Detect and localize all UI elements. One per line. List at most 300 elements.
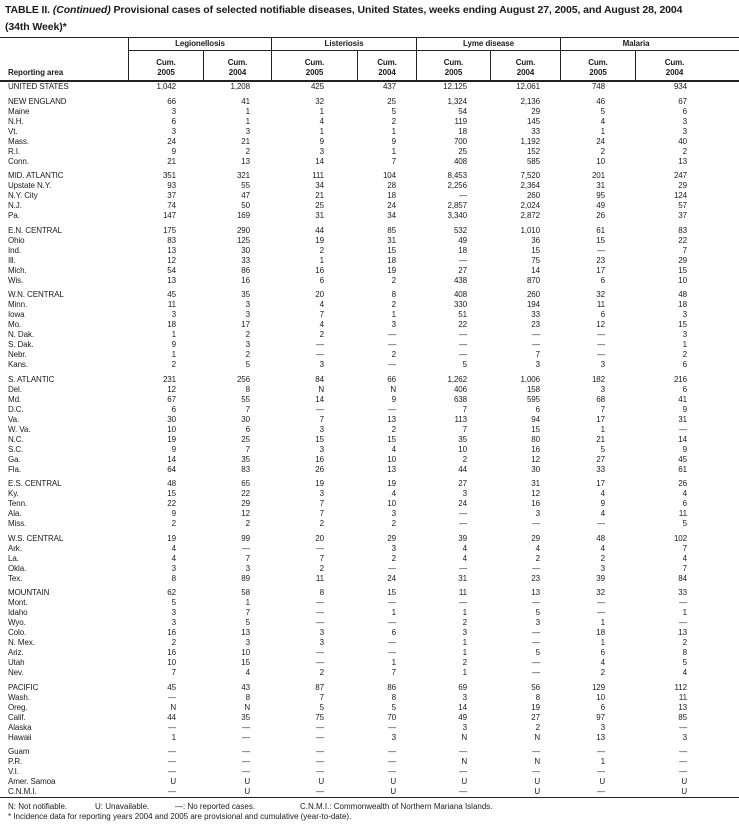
cell-value: U xyxy=(390,777,396,786)
table-row xyxy=(0,757,739,767)
cell-value: 1 xyxy=(600,757,605,766)
cell-value: 6 xyxy=(682,384,687,394)
cell-value: 2 xyxy=(600,146,605,156)
table-row xyxy=(0,598,739,608)
cell-value: 5 xyxy=(535,608,540,617)
table-row xyxy=(0,425,739,435)
cell-value: 2 xyxy=(600,553,605,563)
cell-value: 3 xyxy=(319,360,324,369)
cell-value: 2 xyxy=(319,563,324,573)
cell-value: 18 xyxy=(387,255,396,265)
cell-value: 2 xyxy=(600,668,605,677)
cell-value: 35 xyxy=(241,290,250,299)
cell-value: 4 xyxy=(600,489,605,498)
cell-value: 33 xyxy=(596,464,605,474)
cell-value: 102 xyxy=(673,533,687,543)
cell-value: 3 xyxy=(245,310,250,319)
cell-value: 12,125 xyxy=(443,82,467,91)
cell-value: 3 xyxy=(535,509,540,518)
cell-value: 13 xyxy=(387,464,396,474)
table-row xyxy=(0,171,739,181)
cell-value: 1 xyxy=(462,668,467,677)
cell-value: 7 xyxy=(391,156,396,166)
cell-value: 22 xyxy=(458,320,467,329)
cell-value: 3 xyxy=(245,126,250,136)
col-header-listeriosis-cum-2005: Cum. 2005 xyxy=(271,50,357,80)
cell-value: 33 xyxy=(531,126,540,136)
cell-value: — xyxy=(597,245,605,255)
cell-value: N xyxy=(244,702,250,712)
cell-value: 6 xyxy=(535,404,540,414)
cell-value: — xyxy=(168,747,176,756)
cell-value: 14 xyxy=(531,265,540,275)
table-row xyxy=(0,703,739,713)
cell-value: 437 xyxy=(382,82,396,91)
table-row xyxy=(0,350,739,360)
cell-value: 49 xyxy=(458,235,467,245)
cell-value: 2,872 xyxy=(520,211,540,220)
table-title xyxy=(5,4,734,17)
cell-value: 3 xyxy=(319,146,324,156)
cell-value: 147 xyxy=(162,211,176,220)
cell-value: 260 xyxy=(526,191,540,200)
table-row xyxy=(0,290,739,300)
cell-value: 7 xyxy=(319,553,324,563)
cell-value: 44 xyxy=(167,712,176,722)
row-label: Conn. xyxy=(8,156,29,166)
cell-value: 7 xyxy=(600,404,605,414)
cell-value: U xyxy=(681,787,687,796)
cell-value: 182 xyxy=(591,374,605,384)
row-label: Mich. xyxy=(8,265,27,275)
cell-value: 21 xyxy=(167,156,176,166)
cell-value: — xyxy=(388,598,396,607)
cell-value: 330 xyxy=(453,300,467,309)
cell-value: 4 xyxy=(462,553,467,563)
cell-value: 86 xyxy=(241,265,250,275)
row-label: Hawaii xyxy=(8,732,32,742)
table-row xyxy=(0,181,739,191)
cell-value: — xyxy=(532,330,540,339)
cell-value: — xyxy=(316,757,324,766)
cell-value: — xyxy=(679,424,687,434)
cell-value: 9 xyxy=(171,340,176,349)
cell-value: — xyxy=(316,340,324,349)
cell-value: 748 xyxy=(591,82,605,91)
cell-value: 48 xyxy=(678,290,687,299)
cell-value: 3 xyxy=(462,489,467,498)
cell-value: 34 xyxy=(387,211,396,220)
cell-value: 3 xyxy=(171,126,176,136)
cell-value: 1 xyxy=(319,106,324,116)
cell-value: 10 xyxy=(387,499,396,508)
cell-value: 75 xyxy=(315,712,324,722)
disease-group-header-row xyxy=(0,37,739,50)
cell-value: — xyxy=(679,767,687,776)
cell-value: 7 xyxy=(245,404,250,414)
col-header-lyme-cum-2005: Cum. 2005 xyxy=(416,50,490,80)
cell-value: 2 xyxy=(245,350,250,359)
cell-value: 119 xyxy=(454,116,467,126)
cell-value: — xyxy=(316,404,324,414)
table-row xyxy=(0,499,739,509)
cell-value: — xyxy=(679,598,687,607)
cell-value: — xyxy=(316,732,324,742)
cell-value: 43 xyxy=(241,682,250,692)
cell-value: 15 xyxy=(596,235,605,245)
cell-value: — xyxy=(316,747,324,756)
cell-value: 29 xyxy=(531,106,540,116)
cell-value: 15 xyxy=(387,434,396,444)
footnote-unavailable: U: Unavailable. xyxy=(95,802,150,811)
table-row xyxy=(0,375,739,385)
cell-value: 1,192 xyxy=(520,136,540,146)
cell-value: 201 xyxy=(591,171,605,180)
cell-value: 15 xyxy=(241,658,250,667)
cell-value: 18 xyxy=(387,191,396,200)
cell-value: 34 xyxy=(315,181,324,190)
cell-value: 31 xyxy=(596,181,605,190)
cell-value: — xyxy=(168,722,176,732)
cell-value: 13 xyxy=(167,245,176,255)
cell-value: 3 xyxy=(245,638,250,647)
cell-value: 10 xyxy=(167,658,176,667)
cell-value: 2 xyxy=(462,618,467,627)
col-header-listeriosis-cum-2004: Cum. 2004 xyxy=(357,50,416,80)
table-row xyxy=(0,320,739,330)
table-row xyxy=(0,266,739,276)
cell-value: 66 xyxy=(167,96,176,106)
cell-value: 1 xyxy=(391,146,396,156)
row-label: Fla. xyxy=(8,464,21,474)
row-label: Maine xyxy=(8,106,30,116)
table-body xyxy=(0,82,739,798)
cell-value: — xyxy=(388,638,396,647)
row-label: Wyo. xyxy=(8,618,26,627)
cell-value: 3 xyxy=(171,618,176,627)
cell-value: — xyxy=(532,598,540,607)
cell-value: — xyxy=(316,648,324,657)
cell-value: 13 xyxy=(596,732,605,742)
footnote-no-reported-cases: —: No reported cases. xyxy=(175,802,256,811)
cell-value: 18 xyxy=(458,245,467,255)
table-row xyxy=(0,435,739,445)
table-row xyxy=(0,300,739,310)
cell-value: N xyxy=(170,702,176,712)
cell-value: 231 xyxy=(162,374,176,384)
cell-value: 3 xyxy=(319,424,324,434)
cell-value: 6 xyxy=(600,275,605,285)
cell-value: — xyxy=(532,668,540,677)
cell-value: 7,520 xyxy=(520,171,540,180)
cell-value: — xyxy=(316,543,324,553)
cell-value: 85 xyxy=(387,225,396,235)
cell-value: 7 xyxy=(319,499,324,508)
table-row xyxy=(0,658,739,668)
cell-value: U xyxy=(461,777,467,786)
cell-value: 1 xyxy=(600,638,605,647)
cell-value: — xyxy=(532,658,540,667)
cell-value: — xyxy=(597,350,605,359)
cell-value: — xyxy=(316,722,324,732)
table-row xyxy=(0,733,739,743)
cell-value: 17 xyxy=(596,479,605,488)
cell-value: 145 xyxy=(526,116,540,126)
cell-value: — xyxy=(388,563,396,573)
cell-value: 31 xyxy=(315,211,324,220)
table-row xyxy=(0,509,739,519)
cell-value: 5 xyxy=(682,658,687,667)
cell-value: 5 xyxy=(391,702,396,712)
cell-value: 67 xyxy=(167,394,176,404)
cell-value: 9 xyxy=(171,146,176,156)
table-row xyxy=(0,564,739,574)
cell-value: 3 xyxy=(171,608,176,617)
cell-value: 35 xyxy=(241,454,250,464)
cell-value: 12 xyxy=(241,509,250,518)
cell-value: — xyxy=(168,757,176,766)
cell-value: 7 xyxy=(462,404,467,414)
table-row xyxy=(0,554,739,564)
cell-value: 11 xyxy=(167,300,176,309)
cell-value: U xyxy=(534,777,540,786)
cell-value: 1 xyxy=(319,255,324,265)
cell-value: 15 xyxy=(387,245,396,255)
cell-value: 4 xyxy=(600,658,605,667)
row-label: PACIFIC xyxy=(8,682,39,692)
cell-value: — xyxy=(597,519,605,528)
table-title-line2: (34th Week)* xyxy=(5,21,67,33)
reporting-area-header: Reporting area xyxy=(8,68,64,77)
cell-value: 3 xyxy=(600,360,605,369)
cell-value: 7 xyxy=(391,668,396,677)
cell-value: 112 xyxy=(674,682,687,692)
cell-value: U xyxy=(534,787,540,796)
cell-value: — xyxy=(459,509,467,518)
cell-value: 4 xyxy=(319,300,324,309)
footnote-incidence-note: * Incidence data for reporting years 2004 and 2005 are provisional and cumulative (year-to-date). xyxy=(8,812,352,821)
cell-value: 26 xyxy=(678,479,687,488)
cell-value: 438 xyxy=(453,275,467,285)
cell-value: 35 xyxy=(241,712,250,722)
cell-value: 7 xyxy=(171,668,176,677)
cell-value: — xyxy=(597,608,605,617)
cell-value: 19 xyxy=(167,533,176,543)
cell-value: 23 xyxy=(531,573,540,583)
table-row xyxy=(0,777,739,787)
cell-value: 49 xyxy=(458,712,467,722)
row-label: Guam xyxy=(8,747,30,756)
cell-value: 85 xyxy=(678,712,687,722)
row-label: Nev. xyxy=(8,668,24,677)
row-label: N.Y. City xyxy=(8,191,38,200)
cell-value: 2 xyxy=(462,658,467,667)
cell-value: — xyxy=(316,598,324,607)
cell-value: 1 xyxy=(682,608,687,617)
table-row xyxy=(0,747,739,757)
cell-value: 18 xyxy=(458,126,467,136)
cell-value: 20 xyxy=(315,290,324,299)
row-label: Vt. xyxy=(8,126,18,136)
cell-value: 260 xyxy=(526,290,540,299)
cell-value: 3 xyxy=(319,444,324,454)
row-label: Nebr. xyxy=(8,350,27,359)
cell-value: 3 xyxy=(171,310,176,319)
cell-value: 216 xyxy=(673,374,687,384)
cell-value: 12 xyxy=(531,454,540,464)
cell-value: 5 xyxy=(600,444,605,454)
cell-value: 22 xyxy=(241,489,250,498)
cell-value: — xyxy=(597,747,605,756)
cell-value: 1 xyxy=(391,310,396,319)
cell-value: 1 xyxy=(171,330,176,339)
cell-value: 11 xyxy=(678,692,687,702)
table-row xyxy=(0,465,739,475)
cell-value: 2 xyxy=(535,553,540,563)
table-row xyxy=(0,310,739,320)
cell-value: 29 xyxy=(531,533,540,543)
cell-value: 9 xyxy=(600,499,605,508)
cell-value: 595 xyxy=(526,394,540,404)
cell-value: 129 xyxy=(591,682,605,692)
cell-value: — xyxy=(532,563,540,573)
cell-value: — xyxy=(532,638,540,647)
table-row xyxy=(0,608,739,618)
cell-value: 11 xyxy=(678,509,687,518)
cell-value: 194 xyxy=(526,300,540,309)
table-row xyxy=(0,668,739,678)
cell-value: 19 xyxy=(387,479,396,488)
table-row xyxy=(0,191,739,201)
cell-value: 10 xyxy=(458,444,467,454)
cell-value: 1 xyxy=(600,424,605,434)
cell-value: 31 xyxy=(458,573,467,583)
cell-value: 8 xyxy=(245,384,250,394)
cell-value: 25 xyxy=(315,201,324,210)
cell-value: 45 xyxy=(678,454,687,464)
cell-value: U xyxy=(318,777,324,786)
cell-value: N xyxy=(534,757,540,766)
cell-value: — xyxy=(168,767,176,776)
cell-value: 13 xyxy=(387,414,396,424)
cell-value: — xyxy=(388,360,396,369)
cell-value: 1 xyxy=(462,648,467,657)
row-label: Pa. xyxy=(8,211,20,220)
cell-value: 3 xyxy=(171,106,176,116)
cell-value: 40 xyxy=(678,136,687,146)
footnote-cnmi: C.N.M.I.: Commonwealth of Northern Mariana Islands. xyxy=(300,802,493,811)
cell-value: 7 xyxy=(319,310,324,319)
row-label: Ind. xyxy=(8,245,21,255)
cell-value: 1 xyxy=(245,598,250,607)
cell-value: 1 xyxy=(391,608,396,617)
cell-value: 25 xyxy=(458,146,467,156)
cell-value: 86 xyxy=(387,682,396,692)
table-row xyxy=(0,544,739,554)
row-label: N.H. xyxy=(8,116,24,126)
cell-value: 104 xyxy=(382,171,396,180)
row-label: Utah xyxy=(8,658,25,667)
cell-value: — xyxy=(459,598,467,607)
cell-value: — xyxy=(459,255,467,265)
cell-value: 934 xyxy=(673,82,687,91)
cell-value: 83 xyxy=(241,464,250,474)
cell-value: 5 xyxy=(391,106,396,116)
cell-value: 24 xyxy=(458,499,467,508)
row-label: Tex. xyxy=(8,573,23,583)
table-row xyxy=(0,201,739,211)
cell-value: 247 xyxy=(673,171,687,180)
cell-value: 13 xyxy=(678,702,687,712)
row-label: Wash. xyxy=(8,692,30,702)
cell-value: 5 xyxy=(600,106,605,116)
cell-value: 26 xyxy=(315,464,324,474)
cell-value: 49 xyxy=(596,201,605,210)
cell-value: 16 xyxy=(167,628,176,637)
cell-value: 13 xyxy=(167,275,176,285)
cell-value: U xyxy=(599,777,605,786)
cell-value: 4 xyxy=(462,543,467,553)
row-label: Mo. xyxy=(8,320,22,329)
cell-value: 4 xyxy=(391,444,396,454)
cell-value: 8 xyxy=(171,573,176,583)
cell-value: 1 xyxy=(600,618,605,627)
cell-value: — xyxy=(679,722,687,732)
cell-value: 54 xyxy=(167,265,176,275)
cell-value: 2 xyxy=(391,553,396,563)
cell-value: 9 xyxy=(391,136,396,146)
cell-value: 20 xyxy=(315,533,324,543)
cell-value: 97 xyxy=(596,712,605,722)
cell-value: 37 xyxy=(167,191,176,200)
cell-value: 3 xyxy=(319,638,324,647)
cell-value: U xyxy=(244,777,250,786)
row-label: Mass. xyxy=(8,136,29,146)
cell-value: 2 xyxy=(319,245,324,255)
cell-value: 15 xyxy=(531,424,540,434)
cell-value: — xyxy=(316,658,324,667)
cell-value: 3 xyxy=(535,360,540,369)
table-row xyxy=(0,340,739,350)
cell-value: 3 xyxy=(462,628,467,637)
cell-value: 45 xyxy=(167,682,176,692)
cell-value: 19 xyxy=(167,434,176,444)
cell-value: 35 xyxy=(458,434,467,444)
cell-value: 32 xyxy=(315,96,324,106)
cell-value: 80 xyxy=(531,434,540,444)
cell-value: 16 xyxy=(241,275,250,285)
cell-value: 24 xyxy=(387,201,396,210)
table-title-rest: Provisional cases of selected notifiable diseases, United States, weeks ending August 27, 2005, and August 28, 2004 xyxy=(113,4,683,16)
cell-value: 7 xyxy=(462,424,467,434)
cell-value: 61 xyxy=(678,464,687,474)
cell-value: 56 xyxy=(531,682,540,692)
column-group-malaria: Malaria xyxy=(560,38,739,51)
cell-value: 44 xyxy=(315,225,324,235)
cell-value: 1 xyxy=(171,350,176,359)
cell-value: — xyxy=(388,767,396,776)
cell-value: — xyxy=(459,747,467,756)
cell-value: 2 xyxy=(319,668,324,677)
table-row xyxy=(0,226,739,236)
row-label: Calif. xyxy=(8,712,26,722)
cell-value: 7 xyxy=(682,543,687,553)
cell-value: 169 xyxy=(236,211,250,220)
row-label: Ill. xyxy=(8,255,16,265)
cell-value: 99 xyxy=(241,533,250,543)
cell-value: 7 xyxy=(682,245,687,255)
table-row xyxy=(0,534,739,544)
